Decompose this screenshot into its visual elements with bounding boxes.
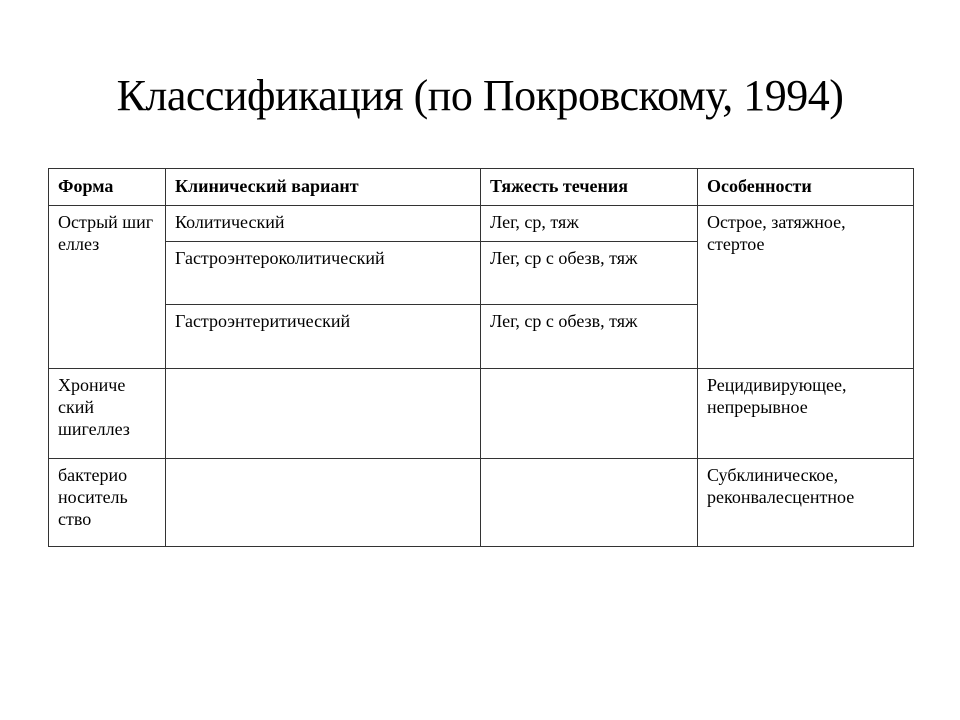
form-bacteria-carrier — [49, 459, 166, 547]
form-line: ский — [58, 397, 94, 417]
severity-cell — [481, 369, 698, 459]
variant-cell — [166, 369, 481, 459]
severity-cell: Лег, ср, тяж — [481, 206, 698, 242]
features-line: Субклиническое, — [707, 465, 839, 485]
header-features: Особенности — [698, 169, 914, 206]
form-line: бактерио — [58, 465, 128, 485]
form-line: Хрониче — [58, 375, 126, 395]
form-acute-shigellosis: Острый шигеллез — [49, 206, 166, 369]
header-row — [49, 169, 914, 206]
table-row — [49, 206, 914, 242]
form-line: шигеллез — [58, 419, 130, 439]
severity-cell: Лег, ср с обезв, тяж — [481, 242, 698, 305]
classification-table — [48, 168, 914, 547]
slide-title: Классификация (по Покровскому, 1994) — [116, 71, 844, 120]
features-carrier — [698, 459, 914, 547]
header-severity: Тяжесть течения — [481, 169, 698, 206]
table-row — [49, 369, 914, 459]
variant-cell — [166, 459, 481, 547]
header-clinical-variant: Клинический вариант — [166, 169, 481, 206]
variant-cell: Гастроэнтероколитический — [166, 242, 481, 305]
variant-cell: Колитический — [166, 206, 481, 242]
form-line: носитель — [58, 487, 128, 507]
severity-cell — [481, 459, 698, 547]
variant-cell: Гастроэнтеритический — [166, 305, 481, 369]
severity-cell: Лег, ср с обезв, тяж — [481, 305, 698, 369]
features-line: реконвалесцентное — [707, 487, 855, 507]
header-form: Форма — [49, 169, 166, 206]
features-acute: Острое, затяжное, стертое — [698, 206, 914, 369]
form-chronic-shigellosis — [49, 369, 166, 459]
features-chronic: Рецидивирующее, непрерывное — [698, 369, 914, 459]
form-line: ство — [58, 509, 92, 529]
table-row — [49, 459, 914, 547]
